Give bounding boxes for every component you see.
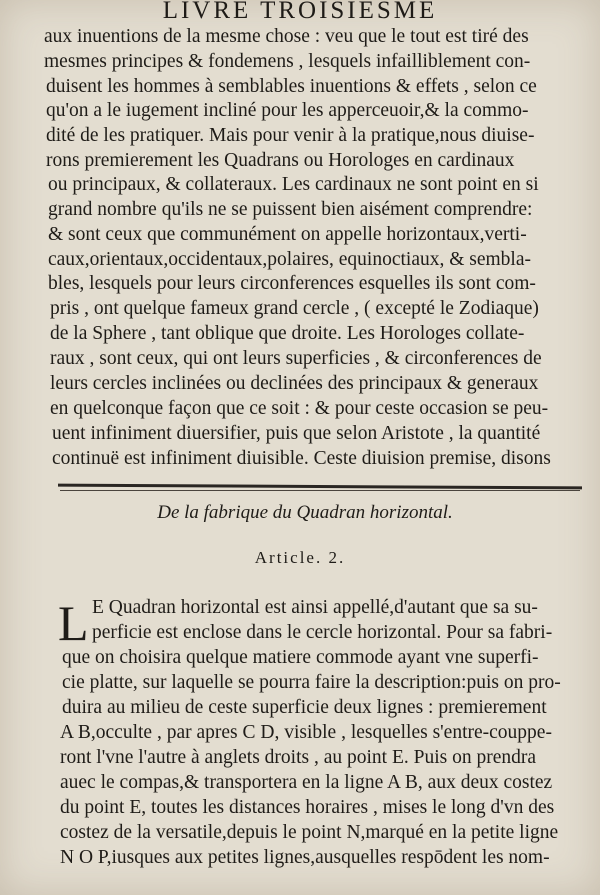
text-line: cie platte, sur laquelle se pourra faire la description:puis on pro- — [62, 672, 561, 693]
section-divider — [58, 484, 582, 490]
text-line: pris , ont quelque fameux grand cercle , ( excepté le Zodiaque) — [50, 298, 539, 319]
text-line: que on choisira quelque matiere commode ayant vne superfi- — [62, 647, 539, 668]
text-line: duisent les hommes à semblables inuentions & effets , selon ce — [46, 76, 537, 97]
text-line: dité de les pratiquer. Mais pour venir à la pratique,nous diuise- — [46, 125, 535, 146]
text-line: aux inuentions de la mesme chose : veu que le tout est tiré des — [44, 26, 529, 47]
text-line: perficie est enclose dans le cercle horizontal. Pour sa fabri- — [92, 622, 553, 643]
section-heading: De la fabrique du Quadran horizontal. — [157, 502, 453, 523]
text-line: raux , sont ceux, qui ont leurs superficies , & circonferences de — [50, 348, 542, 369]
text-line: de la Sphere , tant oblique que droite. Les Horologes collate- — [50, 323, 525, 344]
text-line: costez de la versatile,depuis le point N,marqué en la petite ligne — [60, 822, 559, 843]
text-line: qu'on a le iugement incliné pour les apperceuoir,& la commo- — [46, 100, 529, 121]
text-line: en quelconque façon que ce soit : & pour ceste occasion se peu- — [50, 398, 549, 419]
text-line: leurs cercles inclinées ou declinées des principaux & generaux — [50, 373, 539, 394]
text-line: & sont ceux que communément on appelle horizontaux,verti- — [48, 224, 527, 245]
article-heading: Article. 2. — [254, 548, 346, 567]
text-line: E Quadran horizontal est ainsi appellé,d'autant que sa su- — [92, 597, 538, 618]
running-head: LIVRE TROISIESME — [162, 0, 438, 24]
text-line: auec le compas,& transportera en la ligne A B, aux deux costez — [60, 772, 553, 793]
text-line: ou principaux, & collateraux. Les cardinaux ne sont point en si — [48, 174, 539, 195]
text-line: du point E, toutes les distances horaires , mises le long d'vn des — [60, 797, 555, 818]
text-line: mesmes principes & fondemens , lesquels infailliblement con- — [44, 51, 531, 72]
text-line: rons premierement les Quadrans ou Horologes en cardinaux — [46, 150, 515, 171]
text-line: bles, lesquels pour leurs circonferences esquelles ils sont com- — [48, 273, 536, 294]
text-line: duira au milieu de ceste superficie deux lignes : premierement — [62, 697, 547, 718]
section-divider-thin — [60, 490, 580, 491]
text-line: grand nombre qu'ils ne se puissent bien aisément comprendre: — [48, 199, 533, 220]
text-line: ront l'vne l'autre à anglets droits , au point E. Puis on prendra — [60, 747, 537, 768]
text-line: caux,orientaux,occidentaux,polaires, equinoctiaux, & sembla- — [48, 249, 531, 270]
text-line: A B,occulte , par apres C D, visible , lesquelles s'entre-couppe- — [60, 722, 552, 743]
drop-cap: L — [58, 595, 89, 651]
text-line: continuë est infiniment diuisible. Ceste diuision premise, disons — [52, 448, 551, 469]
text-line: uent infiniment diuersifier, puis que selon Aristote , la quantité — [52, 423, 541, 444]
text-line: N O P,iusques aux petites lignes,ausquelles respōdent les nom- — [60, 847, 550, 868]
